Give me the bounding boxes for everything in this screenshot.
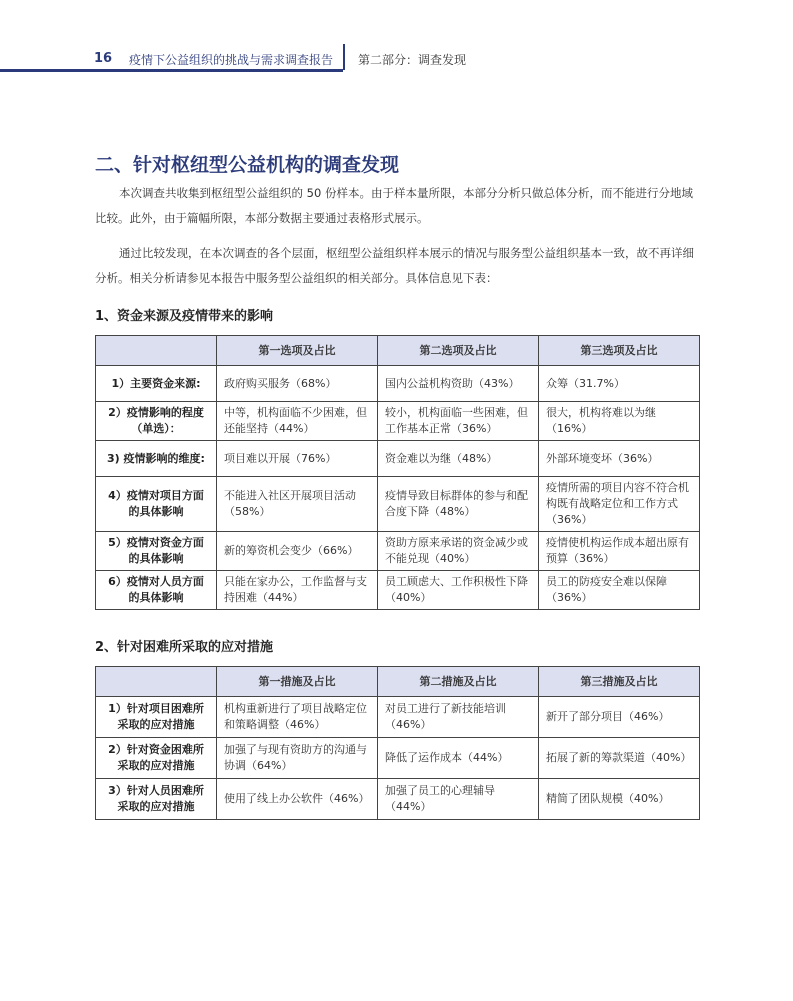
part-title: 第二部分：调查发现: [358, 53, 467, 67]
table-cell: 外部环境变坏（36%）: [539, 441, 700, 477]
header-cell: [96, 667, 217, 697]
table-row: [96, 366, 700, 402]
funding-impact-table: [95, 335, 700, 610]
table-cell: 政府购买服务（68%）: [217, 366, 378, 402]
table-row: [96, 571, 700, 610]
table-cell: 新的筹资机会变少（66%）: [217, 532, 378, 571]
table-row: [96, 402, 700, 441]
header-cell: 第二措施及占比: [378, 667, 539, 697]
table1-title: 1、资金来源及疫情带来的影响: [95, 309, 274, 324]
table-cell: 员工顾虑大、工作积极性下降（40%）: [378, 571, 539, 610]
row-label: 2）疫情影响的程度（单选）：: [96, 402, 217, 441]
header-cell: 第一措施及占比: [217, 667, 378, 697]
table-row: [96, 441, 700, 477]
table-cell: 拓展了新的筹款渠道（40%）: [539, 738, 700, 779]
table-row: [96, 779, 700, 820]
section-title: 二、针对枢纽型公益机构的调查发现: [95, 154, 400, 176]
page-header: [0, 0, 793, 72]
row-label: 4）疫情对项目方面的具体影响: [96, 477, 217, 532]
intro-paragraph: 本次调查共收集到枢纽型公益组织的 50 份样本。由于样本量所限，本部分分析只做总体分析，而不能进行分地域比较。此外，由于篇幅所限，本部分数据主要通过表格形式展示。: [95, 186, 693, 225]
header-divider: [343, 44, 345, 70]
table-cell: 资助方原来承诺的资金减少或不能兑现（40%）: [378, 532, 539, 571]
table-row: [96, 477, 700, 532]
table-cell: 国内公益机构资助（43%）: [378, 366, 539, 402]
table-cell: 疫情所需的项目内容不符合机构既有战略定位和工作方式（36%）: [539, 477, 700, 532]
table-cell: 使用了线上办公软件（46%）: [217, 779, 378, 820]
table-row: [96, 697, 700, 738]
header-cell: 第一选项及占比: [217, 336, 378, 366]
table-cell: 新开了部分项目（46%）: [539, 697, 700, 738]
row-label: 1）主要资金来源:: [96, 366, 217, 402]
table-row: [96, 738, 700, 779]
row-label: 2）针对资金困难所采取的应对措施: [96, 738, 217, 779]
table-cell: 不能进入社区开展项目活动（58%）: [217, 477, 378, 532]
row-label: 6）疫情对人员方面的具体影响: [96, 571, 217, 610]
header-cell: [96, 336, 217, 366]
row-label: 1）针对项目困难所采取的应对措施: [96, 697, 217, 738]
table-cell: 精简了团队规模（40%）: [539, 779, 700, 820]
table2-title: 2、针对困难所采取的应对措施: [95, 640, 274, 655]
table-cell: 疫情使机构运作成本超出原有预算（36%）: [539, 532, 700, 571]
table-cell: 降低了运作成本（44%）: [378, 738, 539, 779]
page-number: 16: [94, 51, 113, 66]
table-cell: 对员工进行了新技能培训（46%）: [378, 697, 539, 738]
book-title: 疫情下公益组织的挑战与需求调查报告: [129, 53, 334, 67]
header-cell: 第三选项及占比: [539, 336, 700, 366]
row-label: 3）针对人员困难所采取的应对措施: [96, 779, 217, 820]
table-header-row: [96, 667, 700, 697]
response-measures-table: [95, 666, 700, 820]
table-cell: 机构重新进行了项目战略定位和策略调整（46%）: [217, 697, 378, 738]
table-cell: 中等，机构面临不少困难，但还能坚持（44%）: [217, 402, 378, 441]
header-rule: [0, 69, 343, 72]
row-label: 3) 疫情影响的维度:: [96, 441, 217, 477]
table-cell: 疫情导致目标群体的参与和配合度下降（48%）: [378, 477, 539, 532]
table-cell: 众筹（31.7%）: [539, 366, 700, 402]
header-cell: 第三措施及占比: [539, 667, 700, 697]
header-cell: 第二选项及占比: [378, 336, 539, 366]
table-cell: 加强了员工的心理辅导（44%）: [378, 779, 539, 820]
table-header-row: [96, 336, 700, 366]
table-cell: 较小，机构面临一些困难，但工作基本正常（36%）: [378, 402, 539, 441]
row-label: 5）疫情对资金方面的具体影响: [96, 532, 217, 571]
table-cell: 员工的防疫安全难以保障（36%）: [539, 571, 700, 610]
table-cell: 资金难以为继（48%）: [378, 441, 539, 477]
table-row: [96, 532, 700, 571]
table-cell: 项目难以开展（76%）: [217, 441, 378, 477]
table-cell: 加强了与现有资助方的沟通与协调（64%）: [217, 738, 378, 779]
comparison-paragraph: 通过比较发现，在本次调查的各个层面，枢纽型公益组织样本展示的情况与服务型公益组织基本一致，故不再详细分析。相关分析请参见本报告中服务型公益组织的相关部分。具体信息见下表：: [95, 246, 694, 285]
table-cell: 很大，机构将难以为继（16%）: [539, 402, 700, 441]
table-cell: 只能在家办公，工作监督与支持困难（44%）: [217, 571, 378, 610]
